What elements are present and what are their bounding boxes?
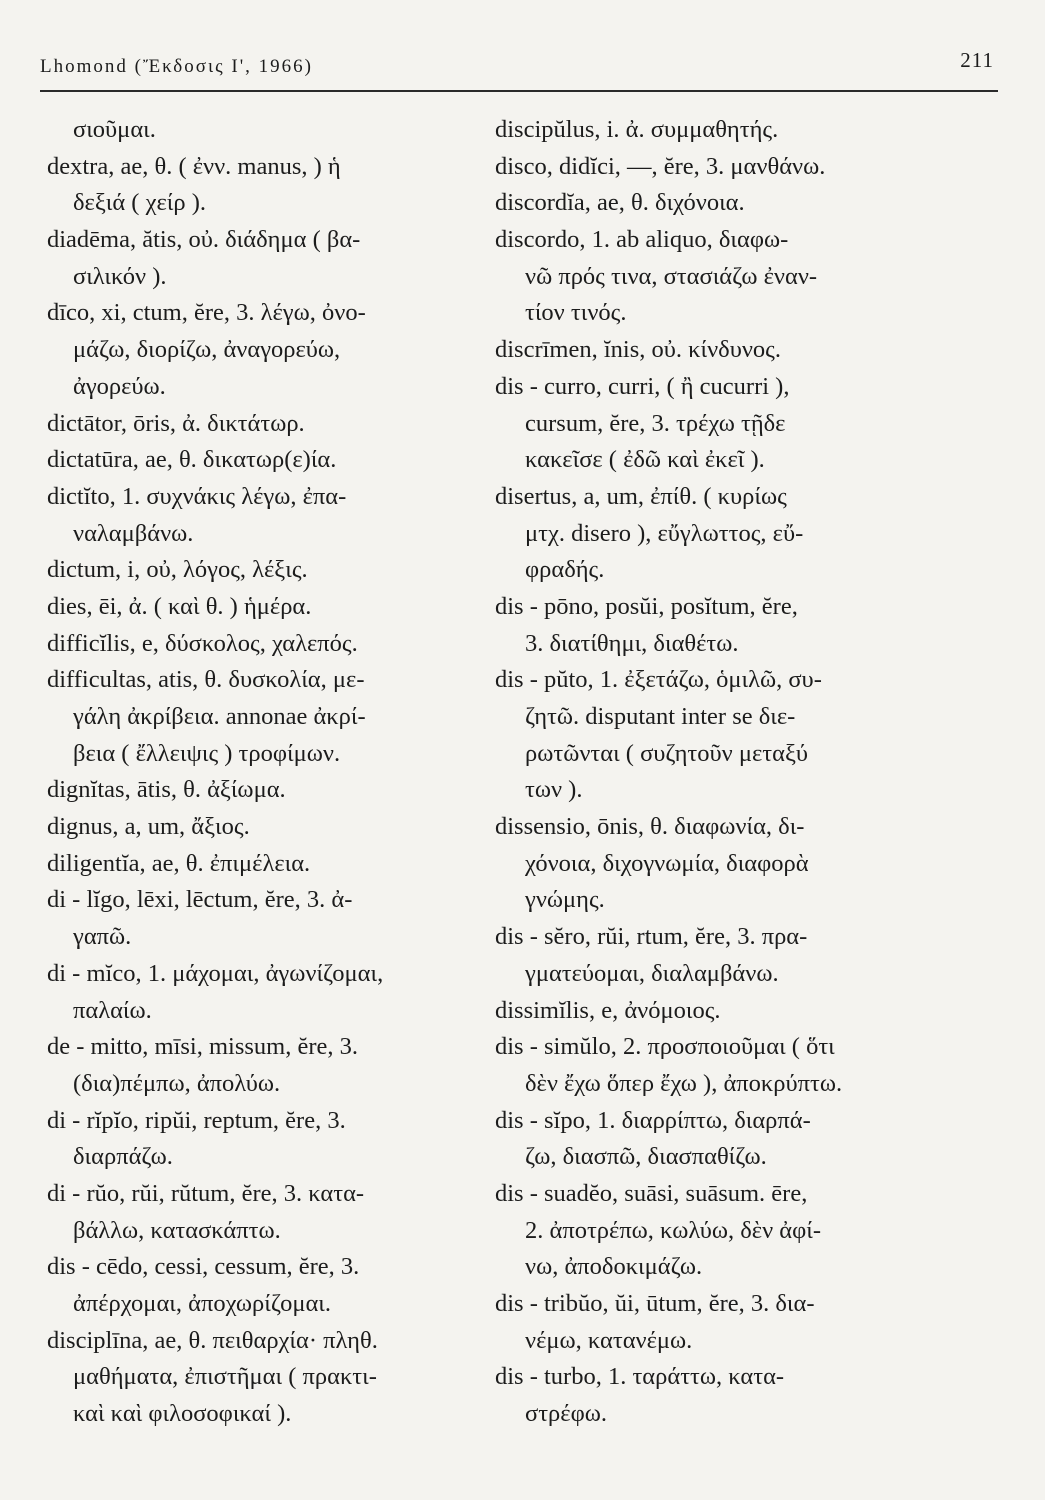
entry-continuation-line: βεια ( ἔλλειψις ) τροφίμων. (73, 739, 341, 767)
entry-headword-line: difficultas, atis, θ. δυσκολία, με- (47, 666, 365, 694)
entry-headword-line: dissimĭlis, e, ἀνόμοιος. (495, 996, 721, 1024)
entry-continuation-line: σιοῦμαι. (73, 116, 156, 143)
page-header (40, 48, 998, 92)
entry-continuation-line: ζητῶ. disputant inter se διε- (525, 703, 796, 730)
entry-headword-line: dictātor, ōris, ἀ. δικτάτωρ. (47, 409, 305, 437)
entry-headword-line: dis - tribŭo, ŭi, ūtum, ĕre, 3. δια- (495, 1290, 815, 1317)
entry-continuation-line: χόνοια, διχογνωμία, διαφορὰ (525, 849, 809, 877)
entry-continuation-line: νω, ἀποδοκιμάζω. (525, 1253, 703, 1281)
entry-continuation-line: ἀγορεύω. (73, 372, 166, 400)
entry-continuation-line: cursum, ĕre, 3. τρέχω τῇδε (525, 409, 786, 437)
entry-headword-line: discordĭa, ae, θ. διχόνοια. (495, 189, 745, 217)
entry-continuation-line: μάζω, διορίζω, ἀναγορεύω, (73, 336, 341, 364)
entry-continuation-line: κακεῖσε ( ἐδῶ καὶ ἐκεῖ ). (525, 446, 765, 474)
entry-continuation-line: νῶ πρός τινα, στασιάζω ἐναν- (525, 262, 818, 290)
right-column (495, 112, 955, 1433)
entry-headword-line: dies, ēi, ἀ. ( καὶ θ. ) ἡμέρα. (47, 592, 312, 620)
entry-headword-line: dis - sĕro, rŭi, rtum, ĕre, 3. πρα- (495, 923, 808, 951)
entry-continuation-line: ζω, διασπῶ, διασπαθίζω. (525, 1143, 767, 1171)
entry-headword-line: de - mitto, mīsi, missum, ĕre, 3. (47, 1033, 358, 1061)
entry-continuation-line: νέμω, κατανέμω. (525, 1326, 693, 1354)
entry-headword-line: difficĭlis, e, δύσκολος, χαλεπός. (47, 629, 358, 657)
entry-headword-line: dis - pŭto, 1. ἐξετάζω, ὁμιλῶ, συ- (495, 666, 822, 694)
entry-headword-line: di - mĭco, 1. μάχομαι, ἀγωνίζομαι, (47, 959, 384, 987)
entry-continuation-line: βάλλω, κατασκάπτω. (73, 1216, 281, 1244)
left-column (47, 112, 467, 1433)
entry-headword-line: dextra, ae, θ. ( ἐνν. manus, ) ἡ (47, 152, 341, 180)
entry-continuation-line: δεξιά ( χείρ ). (73, 189, 206, 217)
entry-continuation-line: σιλικόν ). (73, 262, 167, 290)
entry-headword-line: discrīmen, ĭnis, οὐ. κίνδυνος. (495, 336, 781, 364)
entry-continuation-line: καὶ καὶ φιλοσοφικαί ). (73, 1400, 292, 1428)
entry-headword-line: dis - sĭpo, 1. διαρρίπτω, διαρπά- (495, 1106, 811, 1134)
entry-headword-line: di - rŭo, rŭi, rŭtum, ĕre, 3. κατα- (47, 1179, 365, 1207)
page-number: 211 (960, 48, 994, 72)
entry-headword-line: discordo, 1. ab aliquo, διαφω- (495, 226, 789, 254)
entry-headword-line: dis - turbo, 1. ταράττω, κατα- (495, 1363, 785, 1391)
entry-headword-line: dis - pōno, posŭi, posĭtum, ĕre, (495, 592, 798, 620)
entry-headword-line: dictĭto, 1. συχνάκις λέγω, ἐπα- (47, 482, 347, 510)
entry-continuation-line: (δια)πέμπω, ἀπολύω. (73, 1069, 281, 1097)
entry-headword-line: dis - simŭlo, 2. προσποιοῦμαι ( ὅτι (495, 1033, 835, 1061)
entry-headword-line: diligentĭa, ae, θ. ἐπιμέλεια. (47, 849, 311, 877)
entry-continuation-line: γαπῶ. (73, 923, 132, 951)
entry-headword-line: disertus, a, um, ἐπίθ. ( κυρίως (495, 482, 787, 510)
entry-headword-line: dis - curro, curri, ( ἢ cucurri ), (495, 372, 790, 400)
entry-headword-line: disco, didĭci, —, ĕre, 3. μανθάνω. (495, 152, 826, 180)
entry-continuation-line: 2. ἀποτρέπω, κωλύω, δὲν ἀφί- (525, 1216, 822, 1244)
entry-continuation-line: γματεύομαι, διαλαμβάνω. (525, 959, 779, 987)
entry-headword-line: diadēma, ătis, οὐ. διάδημα ( βα- (47, 226, 361, 254)
entry-continuation-line: παλαίω. (73, 996, 152, 1024)
entry-continuation-line: γνώμης. (525, 886, 605, 914)
entry-continuation-line: 3. διατίθημι, διαθέτω. (525, 629, 739, 657)
entry-headword-line: dīco, xi, ctum, ĕre, 3. λέγω, ὀνο- (47, 299, 366, 327)
entry-headword-line: dis - suadĕo, suāsi, suāsum. ēre, (495, 1179, 808, 1207)
entry-headword-line: discipŭlus, i. ἀ. συμμαθητής. (495, 116, 779, 143)
entry-headword-line: di - lĭgo, lēxi, lēctum, ĕre, 3. ἀ- (47, 886, 353, 914)
entry-continuation-line: μαθήματα, ἐπιστῆμαι ( πρακτι- (73, 1363, 377, 1391)
running-title: Lhomond (Ἔκδοσις Ι', 1966) (40, 56, 313, 77)
entry-continuation-line: των ). (525, 776, 583, 804)
entry-headword-line: dignĭtas, ātis, θ. ἀξίωμα. (47, 776, 286, 804)
entry-continuation-line: διαρπάζω. (73, 1143, 173, 1171)
entry-continuation-line: ἀπέρχομαι, ἀποχωρίζομαι. (73, 1290, 332, 1317)
entry-continuation-line: τίον τινός. (525, 299, 627, 327)
entry-continuation-line: ρωτῶνται ( συζητοῦν μεταξύ (525, 739, 809, 767)
entry-headword-line: di - rĭpĭo, ripŭi, reptum, ĕre, 3. (47, 1106, 346, 1134)
entry-continuation-line: δὲν ἔχω ὅπερ ἔχω ), ἀποκρύπτω. (525, 1069, 843, 1097)
entry-headword-line: dictum, i, οὐ, λόγος, λέξις. (47, 556, 308, 584)
entry-headword-line: disciplīna, ae, θ. πειθαρχία· πληθ. (47, 1326, 378, 1354)
entry-continuation-line: στρέφω. (525, 1400, 607, 1428)
entry-headword-line: dis - cēdo, cessi, cessum, ĕre, 3. (47, 1253, 360, 1281)
entry-continuation-line: γάλη ἀκρίβεια. annonae ἀκρί- (73, 703, 366, 730)
entry-headword-line: dictatūra, ae, θ. δικατωρ(ε)ία. (47, 446, 337, 474)
entry-continuation-line: μτχ. disero ), εὔγλωττος, εὔ- (525, 519, 804, 547)
entry-headword-line: dissensio, ōnis, θ. διαφωνία, δι- (495, 813, 805, 841)
entry-headword-line: dignus, a, um, ἄξιος. (47, 813, 250, 841)
entry-continuation-line: φραδής. (525, 556, 605, 584)
entry-continuation-line: ναλαμβάνω. (73, 519, 194, 547)
